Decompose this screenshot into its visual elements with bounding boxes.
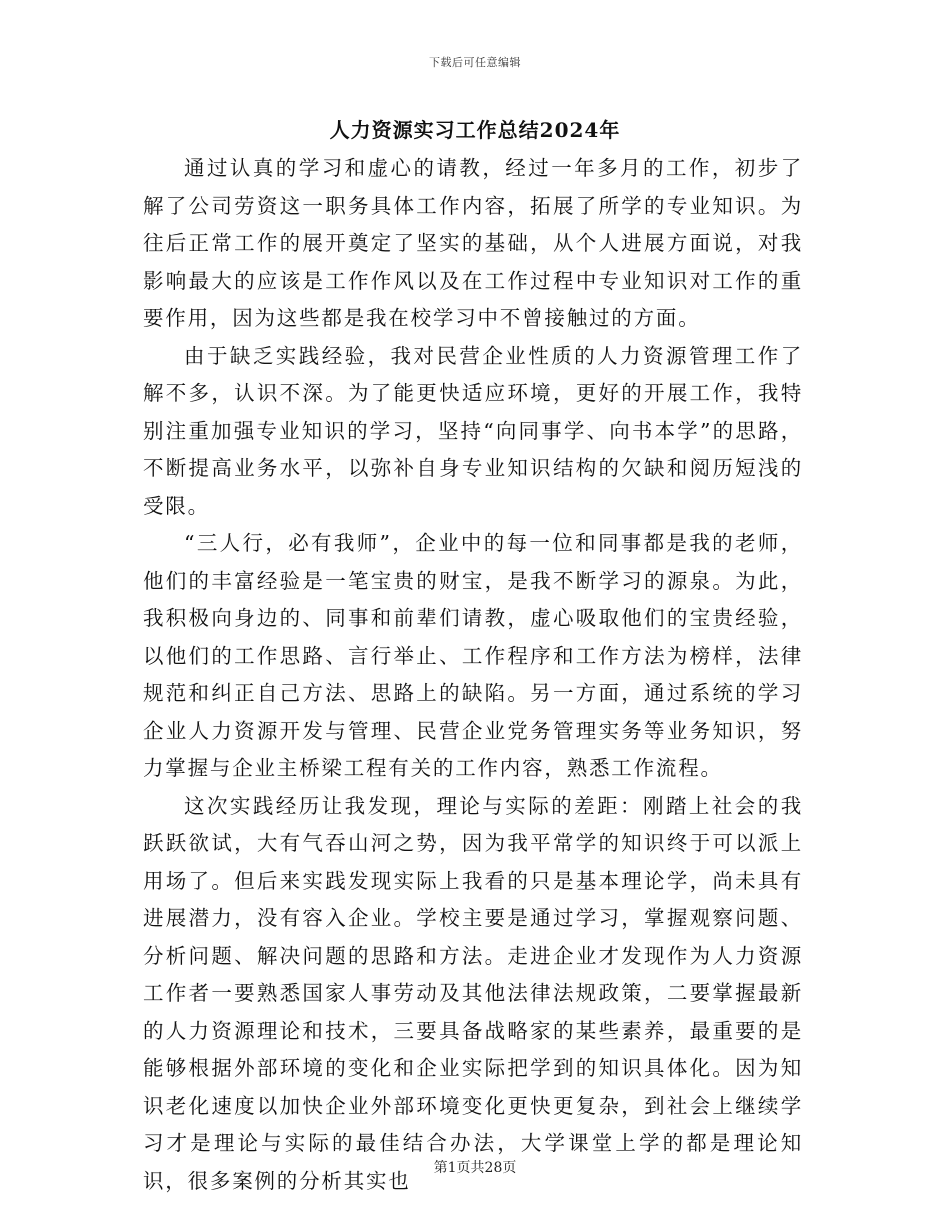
document-body (143, 150, 803, 1200)
paragraph: 通过认真的学习和虚心的请教，经过一年多月的工作，初步了解了公司劳资这一职务具体工作内容，拓展了所学的专业知识。为往后正常工作的展开奠定了坚实的基础，从个人进展方面说，对我影响最大的应该是工作作风以及在工作过程中专业知识对工作的重要作用，因为这些都是我在校学习中不曾接触过的方面。 (143, 156, 803, 330)
paragraph: “三人行，必有我师”，企业中的每一位和同事都是我的老师，他们的丰富经验是一笔宝贵的财宝，是我不断学习的源泉。为此，我积极向身边的、同事和前辈们请教，虚心吸取他们的宝贵经验，以他们的工作思路、言行举止、工作程序和工作方法为榜样，法律规范和纠正自己方法、思路上的缺陷。另一方面，通过系统的学习企业人力资源开发与管理、民营企业党务管理实务等业务知识，努力掌握与企业主桥梁工程有关的工作内容，熟悉工作流程。 (143, 531, 803, 780)
document-title: 人力资源实习工作总结2024年 (329, 118, 621, 142)
paragraph: 这次实践经历让我发现，理论与实际的差距：刚踏上社会的我跃跃欲试，大有气吞山河之势，因为我平常学的知识终于可以派上用场了。但后来实践发现实际上我看的只是基本理论学，尚未具有进展潜力，没有容入企业。学校主要是通过学习，掌握观察问题、分析问题、解决问题的思路和方法。走进企业才发现作为人力资源工作者一要熟悉国家人事劳动及其他法律法规政策，二要掌握最新的人力资源理论和技术，三要具备战略家的某些素养，最重要的是能够根据外部环境的变化和企业实际把学到的知识具体化。因为知识老化速度以加快企业外部环境变化更快更复杂，到社会上继续学习才是理论与实际的最佳结合办法，大学课堂上学的都是理论知识，很多案例的分析其实也 (143, 793, 803, 1193)
header-note: 下载后可任意编辑 (429, 56, 521, 69)
page-number-footer: 第1页共28页 (433, 1160, 517, 1176)
paragraph: 由于缺乏实践经验，我对民营企业性质的人力资源管理工作了解不多，认识不深。为了能更快适应环境，更好的开展工作，我特别注重加强专业知识的学习，坚持“向同事学、向书本学”的思路，不断提高业务水平，以弥补自身专业知识结构的欠缺和阅历短浅的受限。 (143, 343, 803, 518)
